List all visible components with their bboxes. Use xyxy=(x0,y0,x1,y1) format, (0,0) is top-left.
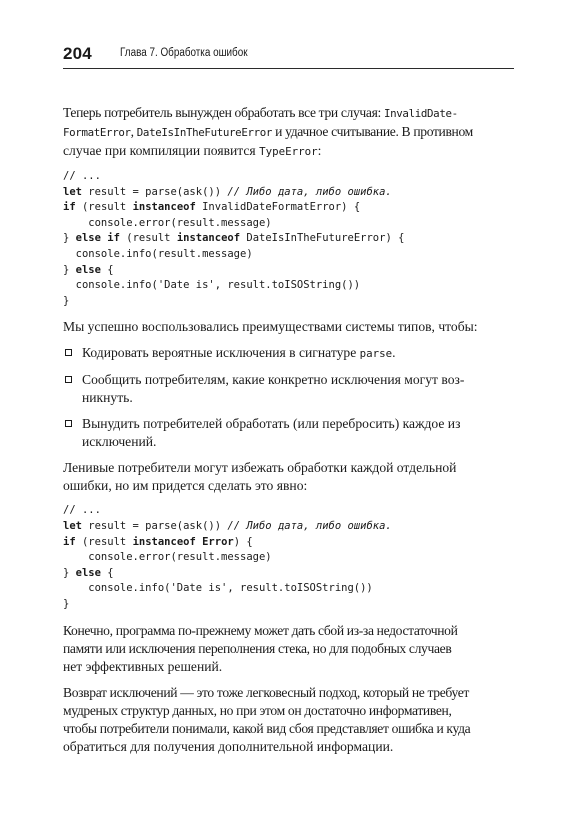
code-keyword: if xyxy=(63,535,76,548)
code-keyword: else if xyxy=(75,232,120,245)
text-span: Сообщить потребителям, какие конкретно исключения могут воз- xyxy=(82,372,465,388)
list-item xyxy=(63,344,514,363)
text-span: Конечно, программа по-прежнему может дать сбой из-за недостаточной xyxy=(63,622,458,638)
text-span: Вынудить потребителей обработать (или перебросить) каждое из xyxy=(82,416,461,432)
code-line: console.info('Date is', result.toISOString()) xyxy=(63,279,361,292)
text-span: Мы успешно воспользовались преимуществами системы типов, чтобы: xyxy=(63,319,478,335)
code-line: console.info(result.message) xyxy=(63,247,253,260)
code-text: (result xyxy=(75,201,133,214)
list-item xyxy=(63,371,514,407)
paragraph-intro xyxy=(63,104,514,161)
paragraph-limitations xyxy=(63,622,514,676)
code-keyword: instanceof xyxy=(132,535,196,548)
text-span: Кодировать вероятные исключения в сигнатуре xyxy=(82,345,360,361)
code-text: (result xyxy=(119,232,177,245)
code-line: console.error(result.message) xyxy=(63,551,272,564)
code-keyword: if xyxy=(63,201,76,214)
code-block-1 xyxy=(63,169,514,309)
inline-code: FormatError xyxy=(63,126,131,139)
code-text: result = parse(ask()) xyxy=(81,519,228,532)
text-span: никнуть. xyxy=(82,390,133,406)
code-line: // ... xyxy=(63,504,101,517)
text-span: памяти или исключения переполнения стека, но для подобных случаев xyxy=(63,640,452,656)
code-text: } xyxy=(63,232,76,245)
header-rule xyxy=(63,68,514,69)
text-span: Ленивые потребители могут избежать обработки каждой отдельной xyxy=(63,460,457,476)
code-comment: // Либо дата, либо ошибка. xyxy=(227,185,392,198)
text-span: . xyxy=(392,345,396,361)
text-span: : xyxy=(317,143,322,158)
text-span: мудреных структур данных, но при этом он достаточно информативен, xyxy=(63,702,452,718)
paragraph-conclusion xyxy=(63,684,514,756)
code-keyword: Error xyxy=(202,535,234,548)
checkbox-square-icon xyxy=(65,420,72,427)
inline-code: parse xyxy=(359,347,393,361)
text-span: Теперь потребитель вынужден обработать все три случая: xyxy=(63,105,384,120)
checkbox-square-icon xyxy=(65,349,72,356)
text-span: обратиться для получения дополнительной информации. xyxy=(63,738,394,754)
code-text: InvalidDateFormatError) { xyxy=(195,201,361,214)
checkbox-square-icon xyxy=(65,376,72,383)
text-span: чтобы потребители понимали, какой вид сбоя представляет ошибка и куда xyxy=(63,720,471,736)
list-item xyxy=(63,415,514,451)
inline-code: InvalidDate- xyxy=(383,107,458,120)
code-keyword: let xyxy=(63,519,82,532)
chapter-title: Глава 7. Обработка ошибок xyxy=(120,47,248,59)
page-number: 204 xyxy=(63,44,92,63)
text-span: , xyxy=(130,124,137,139)
code-keyword: instanceof xyxy=(132,201,196,214)
text-span: ошибки, но им придется сделать это явно: xyxy=(63,478,308,494)
page-body xyxy=(63,104,514,764)
code-text: { xyxy=(100,566,114,579)
code-line: } xyxy=(63,597,70,610)
inline-code: TypeError xyxy=(259,145,318,158)
code-text: } xyxy=(63,263,76,276)
paragraph-lazy-consumers xyxy=(63,459,514,495)
code-text: ) { xyxy=(233,535,253,548)
code-text: } xyxy=(63,566,76,579)
text-span: и удачное считывание. В противном xyxy=(272,124,473,139)
benefits-list xyxy=(63,344,514,451)
code-keyword: else xyxy=(75,263,101,276)
code-text: (result xyxy=(75,535,133,548)
code-text: result = parse(ask()) xyxy=(81,185,228,198)
paragraph-benefits xyxy=(63,318,514,336)
code-line: console.info('Date is', result.toISOString()) xyxy=(63,582,373,595)
code-line: } xyxy=(63,294,70,307)
code-block-2 xyxy=(63,503,514,612)
text-span: нет эффективных решений. xyxy=(63,658,223,674)
code-keyword: else xyxy=(75,566,101,579)
code-text: { xyxy=(100,263,114,276)
inline-code: DateIsInTheFutureError xyxy=(136,126,273,139)
text-span: случае при компиляции появится xyxy=(63,143,260,158)
code-text: DateIsInTheFutureError) { xyxy=(240,232,405,245)
code-keyword: instanceof xyxy=(176,232,241,245)
code-keyword: let xyxy=(63,185,82,198)
code-line: console.error(result.message) xyxy=(63,216,272,229)
code-comment: // Либо дата, либо ошибка. xyxy=(227,519,392,532)
code-line: // ... xyxy=(63,170,101,182)
text-span: Возврат исключений — это тоже легковесный подход, который не требует xyxy=(63,684,469,700)
text-span: исключений. xyxy=(82,434,157,450)
